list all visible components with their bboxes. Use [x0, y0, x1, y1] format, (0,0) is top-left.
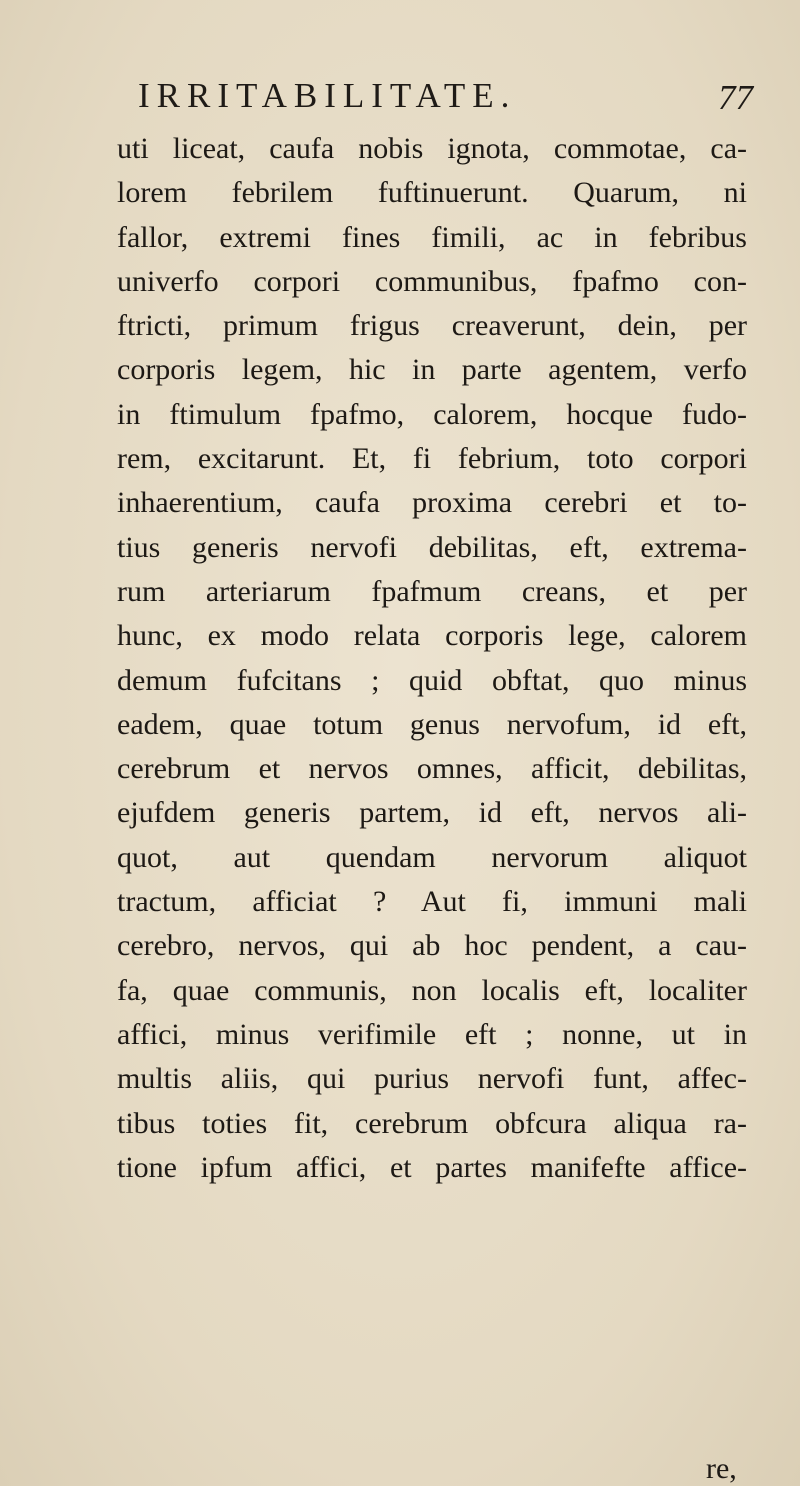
text-line: tibus toties fit, cerebrum obfcura aliqua ra- — [117, 1106, 747, 1140]
text-line: hunc, ex modo relata corporis lege, calorem — [117, 619, 747, 653]
text-line: affici, minus verifimile eft ; nonne, ut in — [117, 1017, 747, 1051]
text-line: quot, aut quendam nervorum aliquot — [117, 840, 747, 874]
running-head: IRRITABILITATE. — [138, 76, 517, 115]
text-line: cerebrum et nervos omnes, afficit, debilitas, — [117, 752, 747, 786]
text-line: tione ipfum affici, et partes manifefte affice- — [117, 1150, 747, 1184]
catchword: re, — [706, 1452, 737, 1485]
text-line: multis aliis, qui purius nervofi funt, affec- — [117, 1062, 747, 1096]
text-line: rum arteriarum fpafmum creans, et per — [117, 574, 747, 608]
text-line: ejufdem generis partem, id eft, nervos ali- — [117, 796, 747, 830]
page-header — [0, 76, 800, 126]
text-line: rem, excitarunt. Et, fi febrium, toto corpori — [117, 442, 747, 476]
text-line: fallor, extremi fines fimili, ac in febribus — [117, 220, 747, 254]
text-line: in ftimulum fpafmo, calorem, hocque fudo- — [117, 397, 747, 431]
text-line: eadem, quae totum genus nervofum, id eft, — [117, 707, 747, 741]
text-line: cerebro, nervos, qui ab hoc pendent, a cau- — [117, 929, 747, 963]
text-line: uti liceat, caufa nobis ignota, commotae, ca- — [117, 132, 747, 165]
body-text — [117, 127, 747, 1190]
text-line: ftricti, primum frigus creaverunt, dein, per — [117, 309, 747, 343]
text-line: corporis legem, hic in parte agentem, verfo — [117, 353, 747, 387]
text-line: tius generis nervofi debilitas, eft, extrema- — [117, 530, 747, 564]
text-line: tractum, afficiat ? Aut fi, immuni mali — [117, 885, 747, 919]
text-line: univerfo corpori communibus, fpafmo con- — [117, 264, 747, 298]
page-number: 77 — [718, 78, 753, 117]
text-line: inhaerentium, caufa proxima cerebri et to- — [117, 486, 747, 520]
text-line: lorem febrilem fuftinuerunt. Quarum, ni — [117, 176, 747, 210]
text-line: fa, quae communis, non localis eft, localiter — [117, 973, 747, 1007]
text-line: demum fufcitans ; quid obftat, quo minus — [117, 663, 747, 697]
